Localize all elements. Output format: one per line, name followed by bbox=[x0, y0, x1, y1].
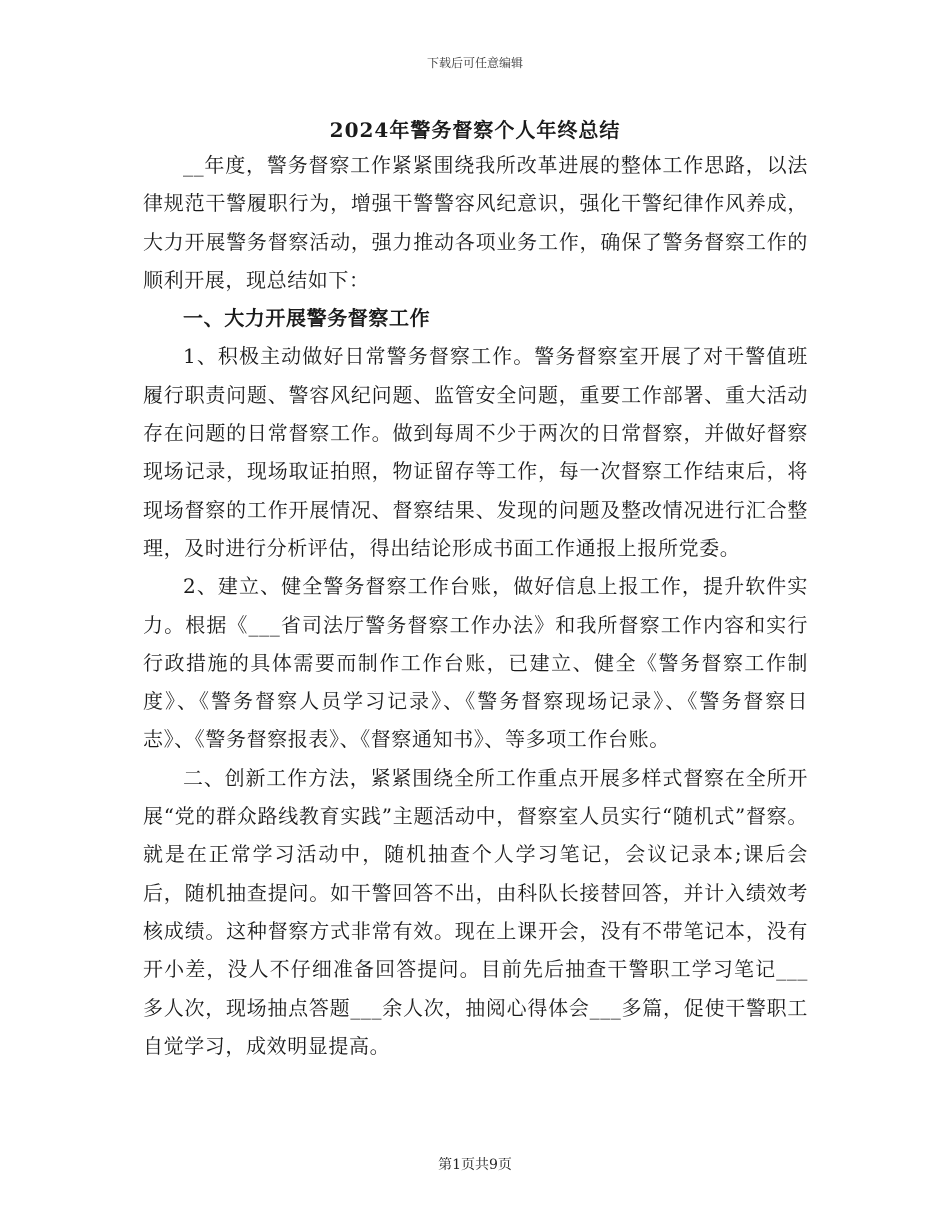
intro-paragraph: __年度，警务督察工作紧紧围绕我所改革进展的整体工作思路，以法律规范干警履职行为，增强干警警容风纪意识，强化干警纪律作风养成，大力开展警务督察活动，强力推动各项业务工作，确保了警务督察工作的顺利开展，现总结如下： bbox=[143, 153, 808, 292]
section-heading-1: 一、大力开展警务督察工作 bbox=[183, 306, 431, 331]
document-body bbox=[143, 146, 808, 1065]
document-title: 2024年警务督察个人年终总结 bbox=[329, 118, 621, 142]
body-paragraph-1: 1、积极主动做好日常警务督察工作。警务督察室开展了对干警值班履行职责问题、警容风纪问题、监管安全问题，重要工作部署、重大活动存在问题的日常督察工作。做到每周不少于两次的日常督察，并做好督察现场记录，现场取证拍照，物证留存等工作，每一次督察工作结束后，将现场督察的工作开展情况、督察结果、发现的问题及整改情况进行汇合整理，及时进行分析评估，得出结论形成书面工作通报上报所党委。 bbox=[143, 344, 808, 560]
header-note: 下载后可任意编辑 bbox=[426, 56, 523, 70]
body-paragraph-3: 二、创新工作方法，紧紧围绕全所工作重点开展多样式督察在全所开展“党的群众路线教育实践”主题活动中，督察室人员实行“随机式”督察。就是在正常学习活动中，随机抽查个人学习笔记，会议记录本;课后会后，随机抽查提问。如干警回答不出，由科队长接替回答，并计入绩效考核成绩。这种督察方式非常有效。现在上课开会，没有不带笔记本，没有开小差，没人不仔细准备回答提问。目前先后抽查干警职工学习笔记___多人次，现场抽点答题___余人次，抽阅心得体会___多篇，促使干警职工自觉学习，成效明显提高。 bbox=[143, 765, 808, 1058]
page-footer: 第1页共9页 bbox=[438, 1157, 512, 1173]
body-paragraph-2: 2、建立、健全警务督察工作台账，做好信息上报工作，提升软件实力。根据《___省司法厅警务督察工作办法》和我所督察工作内容和实行行政措施的具体需要而制作工作台账，已建立、健全《警务督察工作制度》、《警务督察人员学习记录》、《警务督察现场记录》、《警务督察日志》、《警务督察报表》、《督察通知书》、等多项工作台账。 bbox=[143, 574, 808, 752]
